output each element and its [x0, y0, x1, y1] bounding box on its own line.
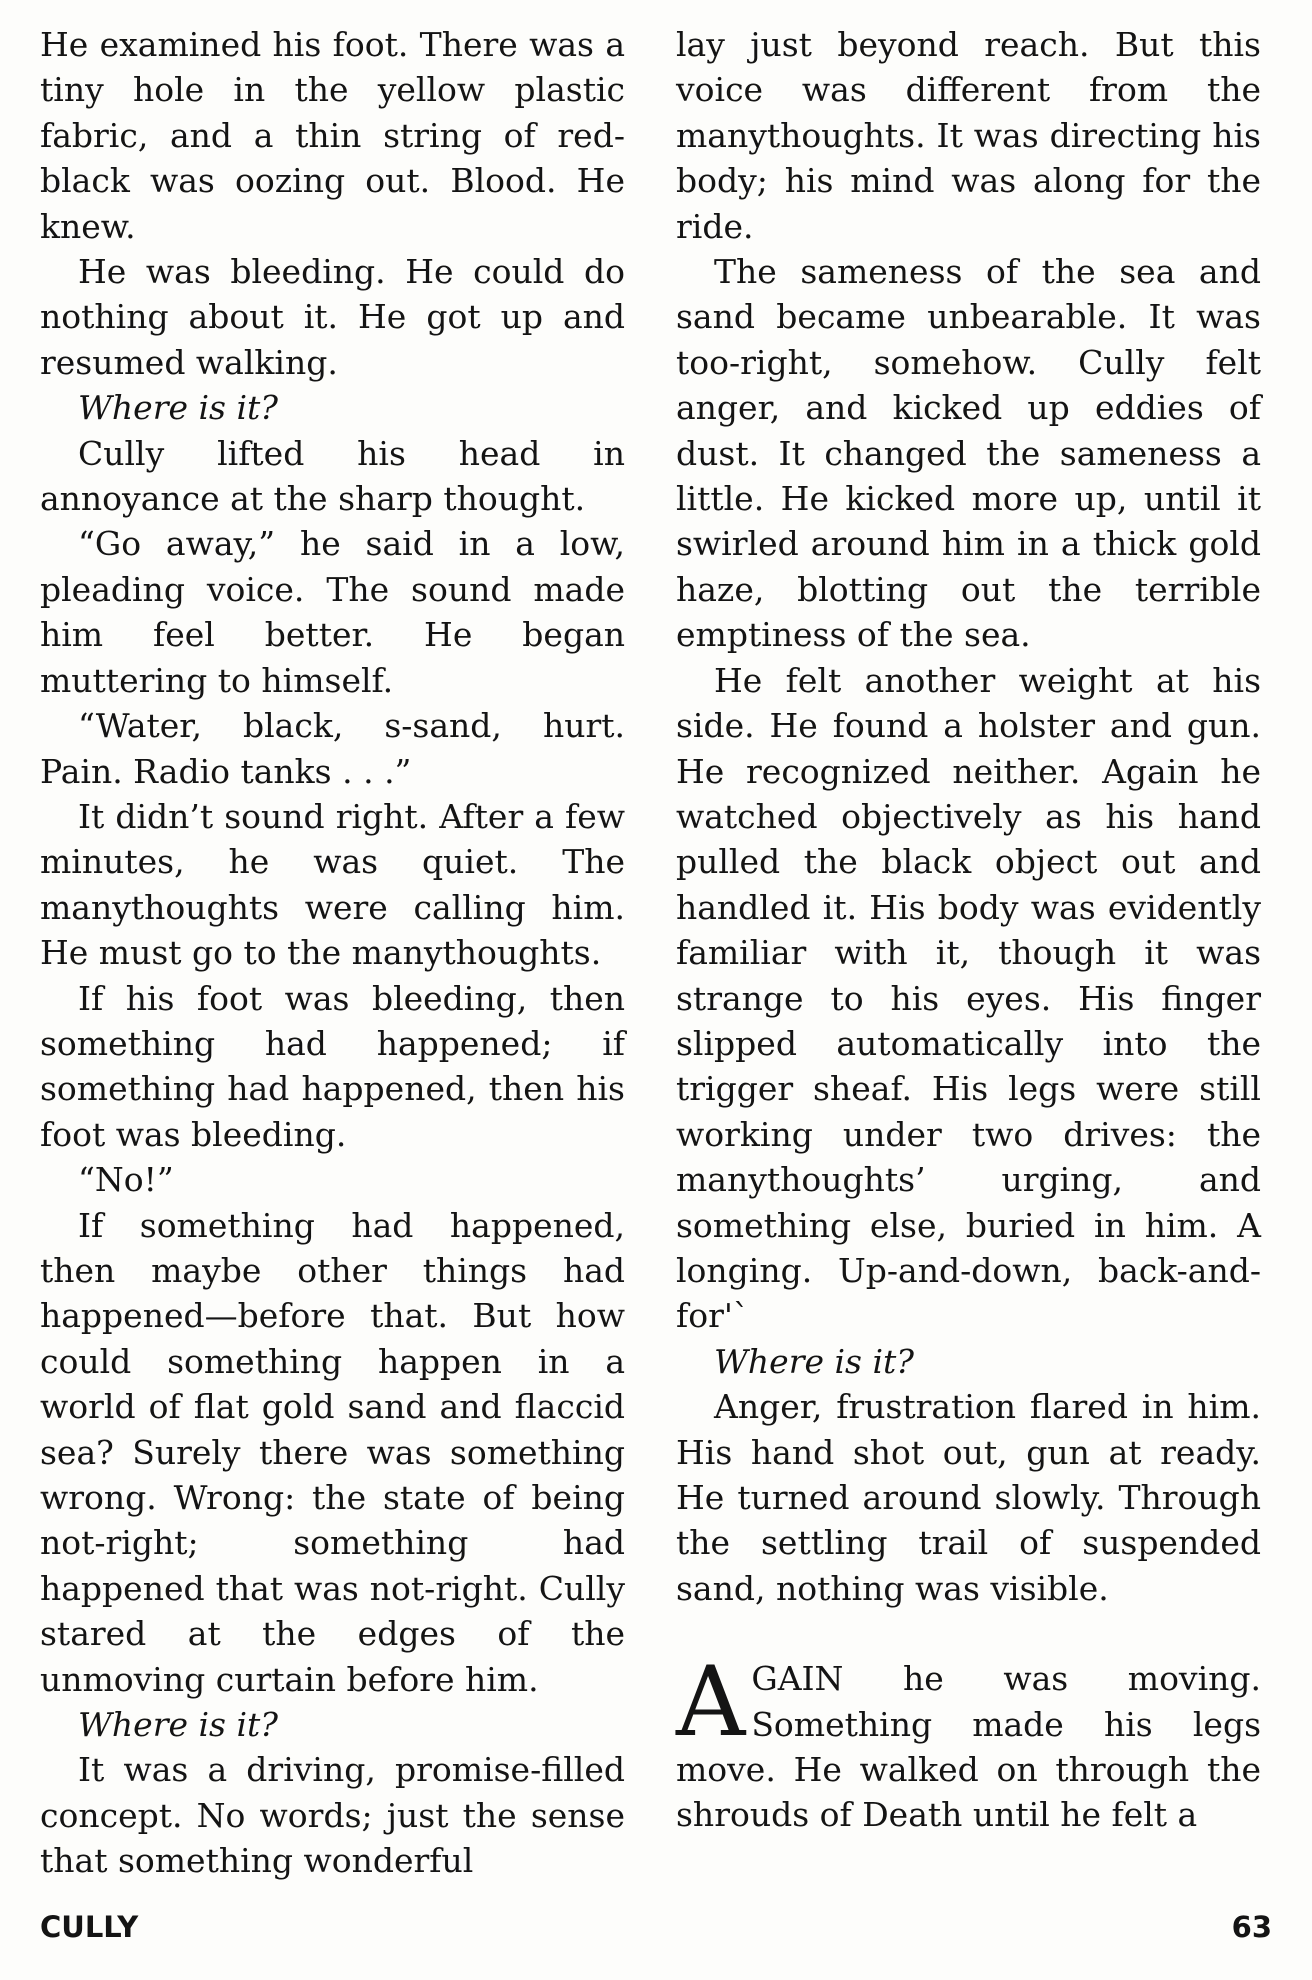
paragraph: The sameness of the sea and sand became unbearable. It was too-right, somehow. Cully felt anger, and kicked up eddies of dust. It changed the sameness a little. He kicked more up, until it swirled around him in a thick gold haze, blotting out the terrible emptiness of the sea. — [676, 252, 1261, 655]
left-column — [40, 22, 625, 1884]
paragraph: He was bleeding. He could do nothing about it. He got up and resumed walking. — [40, 252, 625, 382]
paragraph: “Water, black, s-sand, hurt. Pain. Radio tanks . . .” — [40, 706, 625, 791]
page-number: 63 — [1231, 1910, 1272, 1944]
paragraph: If something had happened, then maybe other things had happened—before that. But how could something happen in a world of flat gold sand and flaccid sea? Surely there was something wrong. Wrong: the state of being not-right; something had happened that was not-right. Cully stared at the edges of the unmoving curtain before him. — [40, 1205, 625, 1699]
paragraph: lay just beyond reach. But this voice was different from the manythoughts. It was directing his body; his mind was along for the ride. — [676, 25, 1261, 246]
paragraph: He felt another weight at his side. He found a holster and gun. He recognized neither. Again he watched objectively as his hand pulled the black object out and handled it. His body was evidently familiar with it, though it was strange to his eyes. His finger slipped automatically into the trigger sheaf. His legs were still working under two drives: the manythoughts’ urging, and something else, buried in him. A longing. Up-and-down, back-and-for'` — [676, 660, 1261, 1336]
paragraph: “No!” — [78, 1160, 174, 1200]
right-column — [676, 22, 1261, 1838]
section-opening-paragraph — [676, 1646, 1261, 1838]
paragraph: Anger, frustration flared in him. His hand shot out, gun at ready. He turned around slowly. Through the settling trail of suspended sand, nothing was visible. — [676, 1387, 1261, 1608]
paragraph: It didn’t sound right. After a few minutes, he was quiet. The manythoughts were calling him. He must go to the manythoughts. — [40, 796, 625, 973]
italic-thought: Where is it? — [78, 388, 278, 428]
italic-thought: Where is it? — [714, 1341, 914, 1381]
paragraph: He examined his foot. There was a tiny hole in the yellow plastic fabric, and a thin string of red-black was oozing out. Blood. He knew. — [40, 25, 625, 246]
paragraph: It was a driving, promise-filled concept. No words; just the sense that something wonderful — [40, 1750, 625, 1881]
page-footer — [40, 1910, 1272, 1950]
running-title: CULLY — [40, 1910, 139, 1944]
section-spacer — [676, 1611, 1261, 1656]
paragraph: “Go away,” he said in a low, pleading voice. The sound made him feel better. He began muttering to himself. — [40, 524, 625, 700]
italic-thought: Where is it? — [78, 1705, 278, 1745]
paragraph: If his foot was bleeding, then something had happened; if something had happened, then his foot was bleeding. — [40, 978, 625, 1154]
section-opening-text: GAIN he was moving. Something made his legs move. He walked on through the shrouds of Death until he felt a — [676, 1659, 1261, 1835]
drop-cap: A — [676, 1646, 746, 1759]
paragraph: Cully lifted his head in annoyance at the sharp thought. — [40, 433, 625, 519]
